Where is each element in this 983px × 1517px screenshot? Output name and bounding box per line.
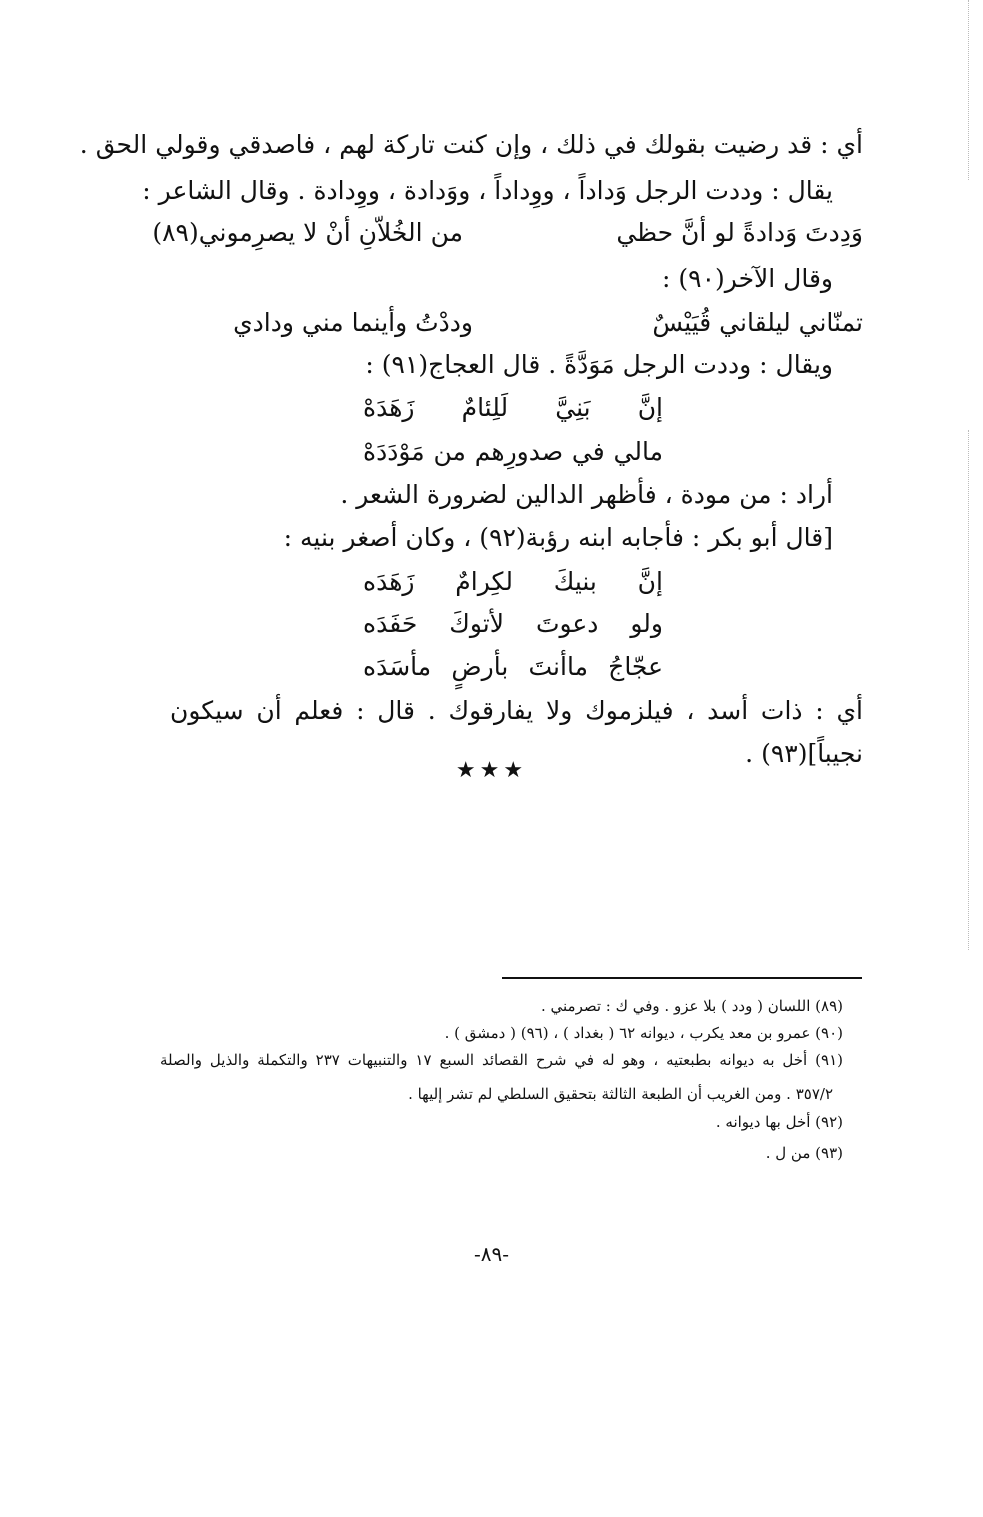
body-line: ويقال : وددت الرجل مَوَدَّةً . قال العجاج(٩١) : <box>365 350 833 379</box>
scan-edge-mark <box>968 430 969 950</box>
verse-hemistich-right: تمنّاني ليلقاني قُيَيْسٌ <box>652 308 863 337</box>
body-line: أراد : من مودة ، فأظهر الدالين لضرورة الشعر . <box>340 480 833 509</box>
footnote: (٨٩) اللسان ( ودد ) بلا عزو . وفي ك : تصرمني . <box>540 997 843 1015</box>
verse-hemistich-right: وَدِدتَ وَدادةً لو أنَّ حظي <box>616 218 863 247</box>
body-line: [قال أبو بكر : فأجابه ابنه رؤبة(٩٢) ، وكان أصغر بنيه : <box>283 523 833 552</box>
rajaz-line: إنَّ بَنِيَّ لَلِئامٌ زَهَدَهْ <box>363 393 663 422</box>
footnote: (٩٣) من ل . <box>765 1144 843 1162</box>
body-line: وقال الآخر(٩٠) : <box>662 264 833 293</box>
section-divider-stars: ★★★ <box>455 758 528 783</box>
body-line: يقال : وددت الرجل وَداداً ، ووِداداً ، ووَدادة ، ووِدادة . وقال الشاعر : <box>142 176 833 205</box>
verse-hemistich-left: وددْتُ وأينما مني ودادي <box>233 308 473 337</box>
footnote: (٩١) أخل به ديوانه بطبعتيه ، وهو له في شرح القصائد السبع ١٧ والتنبيهات ٢٣٧ والتكملة والذيل والصلة <box>160 1051 843 1069</box>
rajaz-line: عجّاجُ ماأنتَ بأرضٍ مأسَدَه <box>363 652 663 681</box>
body-line: أي : قد رضيت بقولك في ذلك ، وإن كنت تاركة لهم ، فاصدقي وقولي الحق . <box>79 130 863 159</box>
rajaz-line: مالي في صدورِهم من مَوْدَدَهْ <box>363 437 663 466</box>
page-number: -٨٩- <box>473 1242 509 1266</box>
scan-edge-mark <box>968 0 969 180</box>
rajaz-line: ولو دعوتَ لأتوكَ حَفَدَه <box>363 609 663 638</box>
footnote: ٣٥٧/٢ . ومن الغريب أن الطبعة الثالثة بتحقيق السلطي لم تشر إليها . <box>408 1085 833 1103</box>
footnote: (٩٠) عمرو بن معد يكرب ، ديوانه ٦٢ ( بغداد ) ، (٩٦) ( دمشق ) . <box>444 1024 843 1042</box>
footnote-separator <box>502 977 862 979</box>
rajaz-line: إنَّ بنيكَ لكِرامٌ زَهَدَه <box>363 567 663 596</box>
body-line: نجيباً](٩٣) . <box>745 739 863 768</box>
verse-hemistich-left: من الخُلاّنِ أنْ لا يصرِموني(٨٩) <box>152 218 463 247</box>
footnote: (٩٢) أخل بها ديوانه . <box>715 1113 843 1131</box>
body-line: أي : ذات أسد ، فيلزموك ولا يفارقوك . قال : فعلم أن سيكون <box>170 696 863 725</box>
